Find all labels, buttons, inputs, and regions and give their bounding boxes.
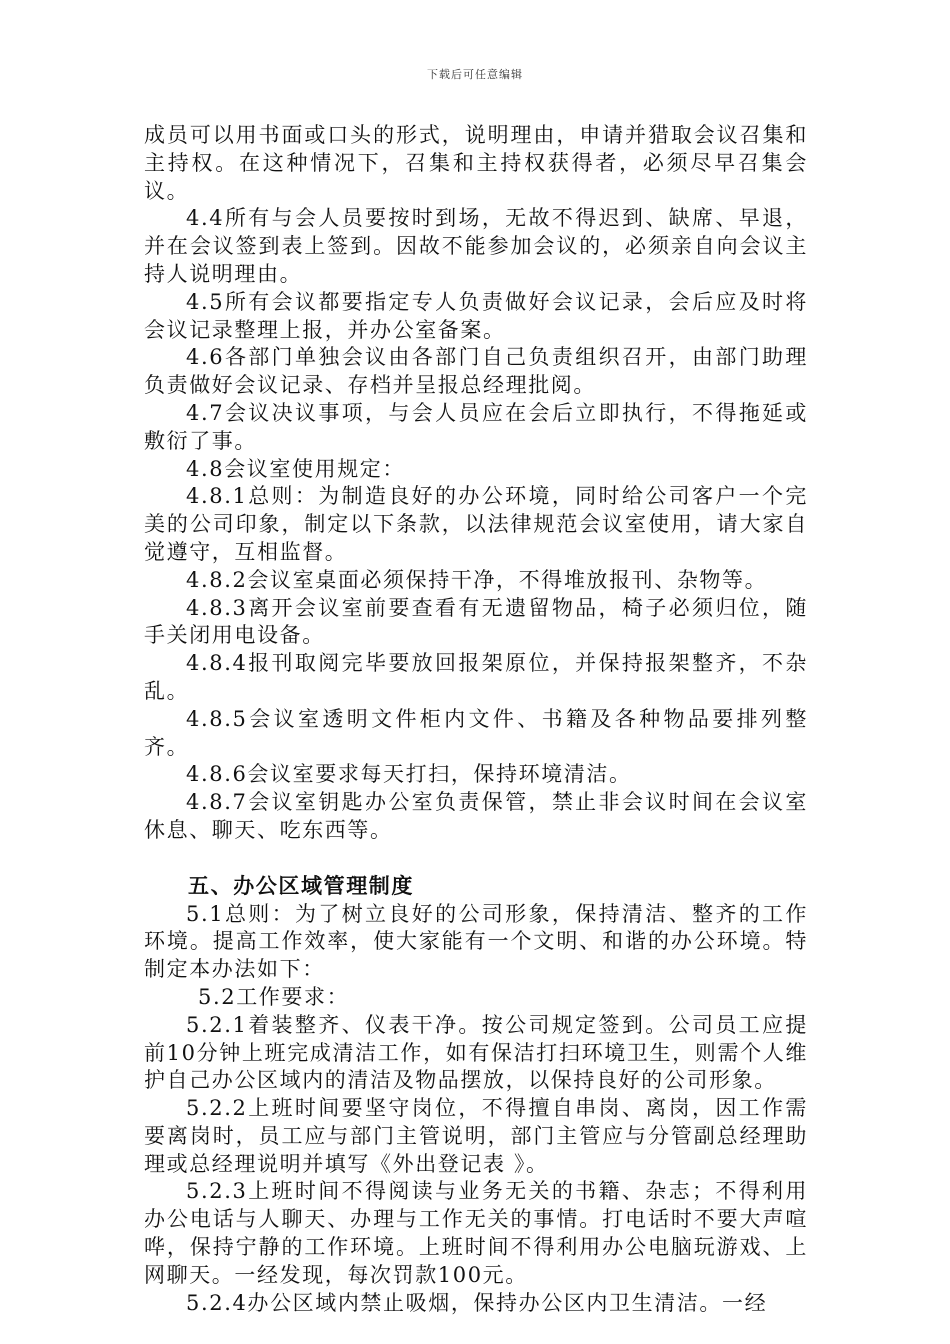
paragraph-4-8-4: 4.8.4报刊取阅完毕要放回报架原位，并保持报架整齐，不杂乱。	[144, 651, 808, 703]
page-header: 下载后可任意编辑	[427, 68, 523, 81]
paragraph-5-2-4: 5.2.4办公区域内禁止吸烟，保持办公区内卫生清洁。一经	[186, 1290, 768, 1315]
paragraph-4-8-7: 4.8.7会议室钥匙办公室负责保管，禁止非会议时间在会议室休息、聊天、吃东西等。	[144, 790, 808, 842]
paragraph-4-8-3: 4.8.3离开会议室前要查看有无遗留物品，椅子必须归位，随手关闭用电设备。	[144, 595, 808, 648]
paragraph-4-7: 4.7会议决议事项，与会人员应在会后立即执行，不得拖延或敷衍了事。	[144, 400, 808, 453]
paragraph-4-8-5: 4.8.5会议室透明文件柜内文件、书籍及各种物品要排列整齐。	[144, 706, 808, 759]
paragraph-4-8-2: 4.8.2会议室桌面必须保持干净，不得堆放报刊、杂物等。	[186, 567, 768, 592]
paragraph-5-2-3: 5.2.3上班时间不得阅读与业务无关的书籍、杂志；不得利用办公电话与人聊天、办理与工作无关的事情。打电话时不要大声喧哗，保持宁静的工作环境。上班时间不得利用办公电脑玩游戏、上网聊天。一经发现，每次罚款100元。	[144, 1179, 808, 1287]
paragraph-4-4: 4.4所有与会人员要按时到场，无故不得迟到、缺席、早退，并在会议签到表上签到。因故不能参加会议的，必须亲自向会议主持人说明理由。	[144, 206, 808, 286]
paragraph-5-2-2: 5.2.2上班时间要坚守岗位，不得擅自串岗、离岗，因工作需要离岗时，员工应与部门主管说明，部门主管应与分管副总经理助理或总经理说明并填写《外出登记表 》。	[144, 1096, 808, 1176]
paragraph-4-8: 4.8会议室使用规定：	[186, 456, 405, 481]
paragraph-4-8-1: 4.8.1总则：为制造良好的办公环境，同时给公司客户一个完美的公司印象，制定以下条款，以法律规范会议室使用，请大家自觉遵守，互相监督。	[144, 484, 808, 564]
paragraph-continuation: 成员可以用书面或口头的形式，说明理由，申请并猎取会议召集和主持权。在这种情况下，召集和主持权获得者，必须尽早召集会议。	[144, 123, 808, 203]
paragraph-5-1: 5.1总则：为了树立良好的公司形象，保持清洁、整齐的工作环境。提高工作效率，使大家能有一个文明、和谐的办公环境。特制定本办法如下：	[144, 901, 808, 982]
paragraph-4-5: 4.5所有会议都要指定专人负责做好会议记录，会后应及时将会议记录整理上报，并办公室备案。	[144, 289, 808, 342]
paragraph-4-6: 4.6各部门单独会议由各部门自己负责组织召开，由部门助理负责做好会议记录、存档并呈报总经理批阅。	[144, 345, 808, 398]
paragraph-5-2: 5.2工作要求：	[198, 984, 350, 1009]
paragraph-5-2-1: 5.2.1着装整齐、仪表干净。按公司规定签到。公司员工应提前10分钟上班完成清洁工作，如有保洁打扫环境卫生，则需个人维护自己办公区域内的清洁及物品摆放，以保持良好的公司形象。	[144, 1012, 808, 1093]
section-heading-5: 五、办公区域管理制度	[188, 873, 414, 898]
document-body	[144, 122, 808, 1317]
paragraph-4-8-6: 4.8.6会议室要求每天打扫，保持环境清洁。	[186, 762, 632, 787]
